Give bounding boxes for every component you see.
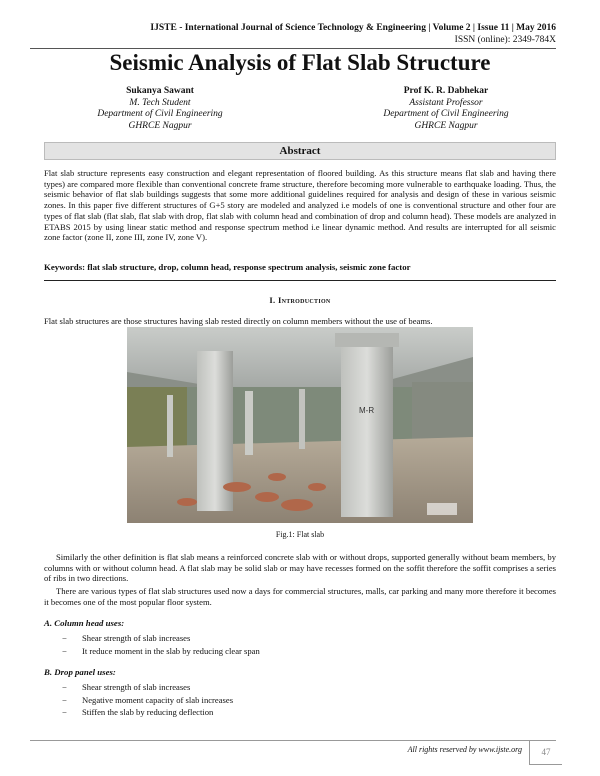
section-heading: [0, 295, 600, 305]
journal-header: [150, 22, 556, 46]
journal-title: IJSTE - International Journal of Science Technology & Engineering | Volume 2 | Issue 11 | May 2016: [150, 23, 556, 33]
column-far-center: [245, 391, 253, 455]
author-role: M. Tech Student: [129, 97, 191, 108]
header-divider: [30, 48, 556, 49]
column-right: [341, 341, 393, 517]
section-number: I.: [269, 295, 276, 305]
column-far-left: [167, 395, 173, 457]
list-item: − It reduce moment in the slab by reducing clear span: [62, 645, 260, 656]
footer-rights: All rights reserved by www.ijste.org: [407, 745, 522, 754]
page-number: 47: [529, 740, 562, 765]
issn: ISSN (online): 2349-784X: [454, 35, 556, 45]
author-name: Sukanya Sawant: [126, 86, 194, 96]
footer-divider: [30, 740, 556, 741]
author-name: Prof K. R. Dabhekar: [403, 86, 489, 96]
figure-caption: Fig.1: Flat slab: [275, 530, 325, 539]
flat-slab-photo: [127, 327, 473, 523]
keywords: Keywords: flat slab structure, drop, column head, response spectrum analysis, seismic zone factor: [44, 262, 411, 272]
author-dept: Department of Civil Engineering: [97, 109, 223, 119]
list-item: − Shear strength of slab increases: [62, 682, 191, 692]
intro-paragraph-1: Flat slab structures are those structures having slab rested directly on column members without the use of beams.: [44, 316, 433, 326]
intro-paragraph-3: There are various types of flat slab structures used now a days for commercial structures, malls, car parking and many more therefore it becomes it becomes one of the most popular floor system.: [44, 586, 556, 607]
author-role: Assistant Professor: [409, 97, 483, 108]
subsection-drop-panel: B. Drop panel uses:: [44, 667, 116, 677]
list-item: − Stiffen the slab by reducing deflection: [62, 707, 214, 717]
author-inst: GHRCE Nagpur: [414, 120, 478, 131]
column-far-right: [299, 389, 305, 449]
author-dept: Department of Civil Engineering: [383, 109, 509, 119]
list-item: − Negative moment capacity of slab increases: [62, 694, 234, 705]
paper-title: Seismic Analysis of Flat Slab Structure: [109, 50, 491, 75]
abstract-heading: Abstract: [44, 142, 556, 160]
author-inst: GHRCE Nagpur: [128, 120, 192, 131]
author-2: [346, 86, 546, 132]
keywords-divider: [44, 280, 556, 281]
drop-panel-list: [62, 681, 233, 719]
column-head-list: [62, 632, 260, 657]
column-tag: M-R: [359, 406, 375, 415]
intro-paragraph-2: Similarly the other definition is flat slab means a reinforced concrete slab with or without drops, supported generally without beam members, by columns with or without column head. A flat slab may be solid slab or may have recesses formed on the soffit therefore the soffit comprises a series of ribs in two directions.: [44, 552, 556, 584]
section-title: Introduction: [277, 295, 331, 305]
list-item: − Shear strength of slab increases: [62, 633, 191, 643]
author-1: [60, 86, 260, 132]
abstract-text: Flat slab structure represents easy construction and elegant representation of floored building. As this structure means flat slab and having there types) are compared more flexible than conventional concrete frame structure, therefore becoming more vulnerable to earthquake loading. Thus, the seismic behavior of flat slab buildings suggests that some more additional guidelines required for analysis and design of these in various seismic zones. In this paper five different structures of G+5 story are modeled and analyzed i.e models of one is conventional structure and other four are types of flat slab (flat slab, flat slab with drop, flat slab with column head and combination of drop and column head). These models are analyzed in ETABS 2015 by using linear static method and response spectrum method i.e linear dynamic method. And results are interrupted for all seismic zone factor (zone II, zone III, zone IV, zone V).: [44, 168, 556, 243]
subsection-column-head: A. Column head uses:: [44, 618, 125, 628]
